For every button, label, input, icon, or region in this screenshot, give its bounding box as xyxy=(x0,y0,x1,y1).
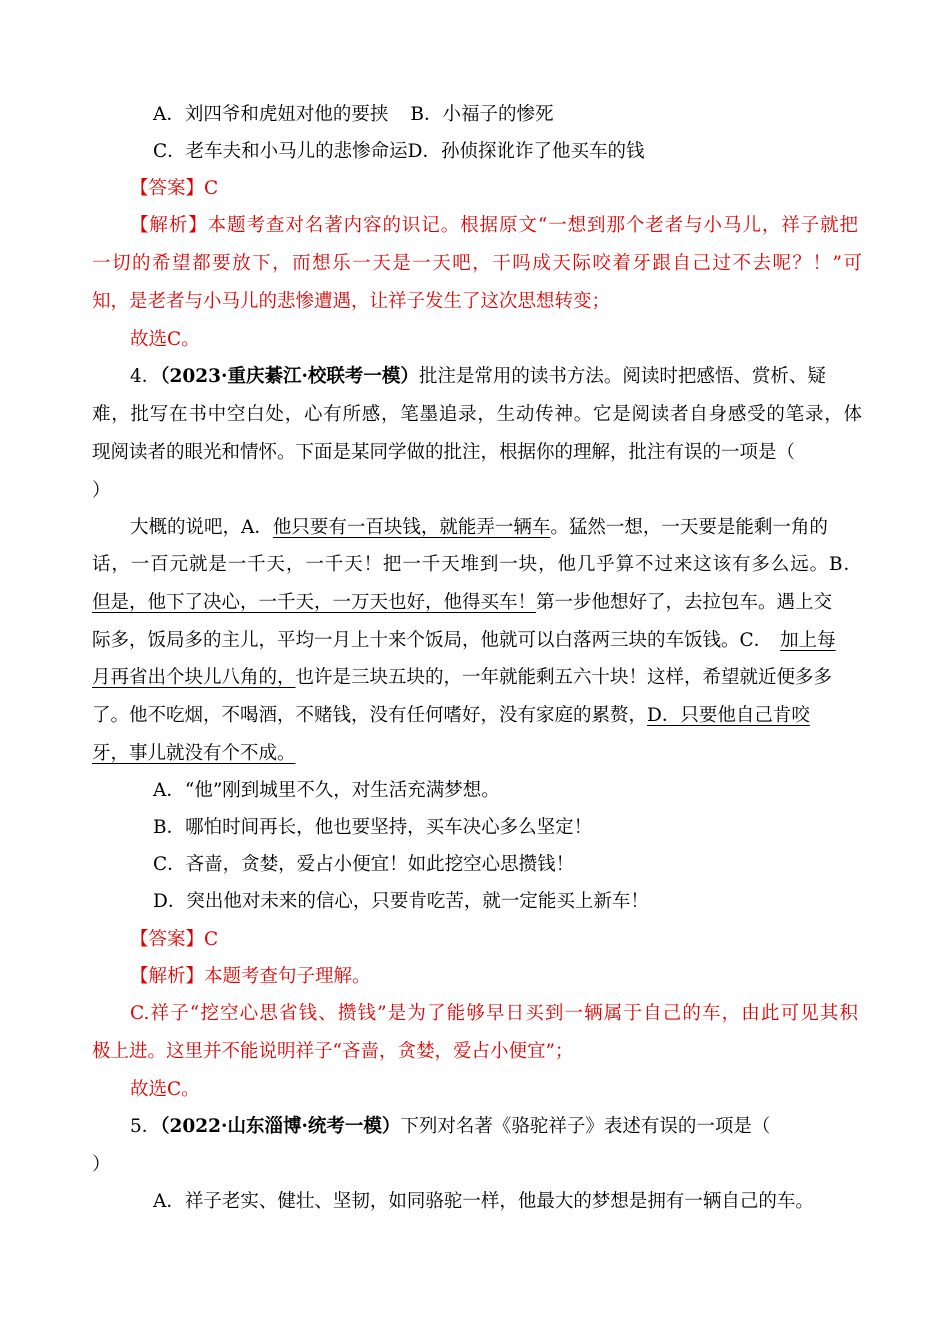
passage-text: 际多，饭局多的主儿，平均一月上十来个饭局，他就可以白落两三块的车饭钱。C． xyxy=(92,630,773,651)
q5-source: （2022·山东淄博·统考一模） xyxy=(160,1116,401,1137)
q4-number: 4． xyxy=(130,366,161,387)
q4-stem-line2: 难，批写在书中空白处，心有所感，笔墨追录，生动传神。它是阅读者自身感受的笔录，体 xyxy=(92,404,862,425)
passage-underline-b: 但是，他下了决心，一千天，一万天也好，他得买车！ xyxy=(92,592,537,613)
q3-options-row2 xyxy=(153,139,923,165)
passage-text: 大概的说吧，A． xyxy=(130,517,273,538)
q4-stem-line4: ） xyxy=(92,480,111,501)
passage-underline-c: 加上每 xyxy=(780,630,836,651)
q4-source: （2023·重庆綦江·校联考一模） xyxy=(160,366,419,387)
passage-underline-a: 他只要有一百块钱，就能弄一辆车 xyxy=(272,517,551,538)
q5-stem-line1 xyxy=(130,1114,858,1140)
q4-stem-line3: 现阅读者的眼光和情怀。下面是某同学做的批注，根据你的理解，批注有误的一项是（ xyxy=(92,442,796,463)
passage-text: 了。他不吃烟，不喝酒，不赌钱，没有任何嗜好，没有家庭的累赘， xyxy=(92,705,648,726)
q3-analysis-line1: 【解析】本题考查对名著内容的识记。根据原文“一想到那个老者与小马儿，祥子就把 xyxy=(130,215,858,236)
q3-option-d: D．孙侦探讹诈了他买车的钱 xyxy=(407,141,645,162)
passage-underline-c-cont: 月再省出个块儿八角的， xyxy=(92,667,296,688)
q3-choose: 故选C。 xyxy=(130,329,200,350)
q3-option-b: B．小福子的惨死 xyxy=(410,104,554,125)
q5-stem-line2: ） xyxy=(92,1154,111,1175)
passage-underline-d: D．只要他自己肯咬 xyxy=(647,705,810,726)
q3-analysis-line2: 一切的希望都要放下，而想乐一天是一天吧，干吗成天际咬着牙跟自己过不去呢？！”可 xyxy=(92,253,862,274)
q4-analysis-line3: 极上进。这里并不能说明祥子“吝啬，贪婪，爱占小便宜”； xyxy=(92,1041,574,1062)
q4-option-b: B．哪怕时间再长，他也要坚持，买车决心多么坚定！ xyxy=(153,817,593,838)
q3-option-c: C．老车夫和小马儿的悲惨命运 xyxy=(153,141,408,162)
passage-text: 第一步他想好了，去拉包车。遇上交 xyxy=(536,592,833,613)
q3-analysis-line3: 知，是老者与小马儿的悲惨遭遇，让祥子发生了这次思想转变； xyxy=(92,291,611,312)
q4-passage-line4 xyxy=(92,628,862,654)
passage-underline-d-cont: 牙，事儿就没有个不成。 xyxy=(92,743,296,764)
q5-number: 5． xyxy=(130,1116,161,1137)
q4-option-c: C．吝啬，贪婪，爱占小便宜！如此挖空心思攒钱！ xyxy=(153,854,575,875)
q4-passage-line2: 话，一百元就是一千天，一千天！把一千天堆到一块，他几乎算不过来这该有多么远。B． xyxy=(92,554,862,575)
q4-stem-line1 xyxy=(130,364,858,390)
q4-passage-line5 xyxy=(92,665,862,691)
q4-analysis-line1: 【解析】本题考查句子理解。 xyxy=(130,966,371,987)
q4-passage-line3 xyxy=(92,590,862,616)
q5-stem-text: 下列对名著《骆驼祥子》表述有误的一项是（ xyxy=(400,1116,771,1137)
q4-answer: 【答案】C xyxy=(130,929,219,950)
q4-option-d: D．突出他对未来的信心，只要肯吃苦，就一定能买上新车！ xyxy=(153,891,649,912)
q3-answer: 【答案】C xyxy=(130,178,219,199)
q3-option-a: A．刘四爷和虎妞对他的要挟 xyxy=(153,104,389,125)
q4-passage-line6 xyxy=(92,703,862,729)
q4-choose: 故选C。 xyxy=(130,1079,200,1100)
q4-option-a: A．“他”刚到城里不久，对生活充满梦想。 xyxy=(153,780,500,801)
q4-passage-line7 xyxy=(92,741,862,767)
q3-options-row1 xyxy=(153,102,923,128)
q4-passage-line1 xyxy=(130,515,858,541)
passage-text: 也许是三块五块的，一年就能剩五六十块！这样，希望就近便多多 xyxy=(295,667,833,688)
q4-analysis-line2: C.祥子“挖空心思省钱、攒钱”是为了能够早日买到一辆属于自己的车，由此可见其积 xyxy=(130,1003,858,1024)
passage-text: 。猛然一想，一天要是能剩一角的 xyxy=(550,517,828,538)
q5-option-a: A．祥子老实、健壮、坚韧，如同骆驼一样，他最大的梦想是拥有一辆自己的车。 xyxy=(153,1191,814,1212)
q4-stem-text: 批注是常用的读书方法。阅读时把感悟、赏析、疑 xyxy=(418,366,826,387)
